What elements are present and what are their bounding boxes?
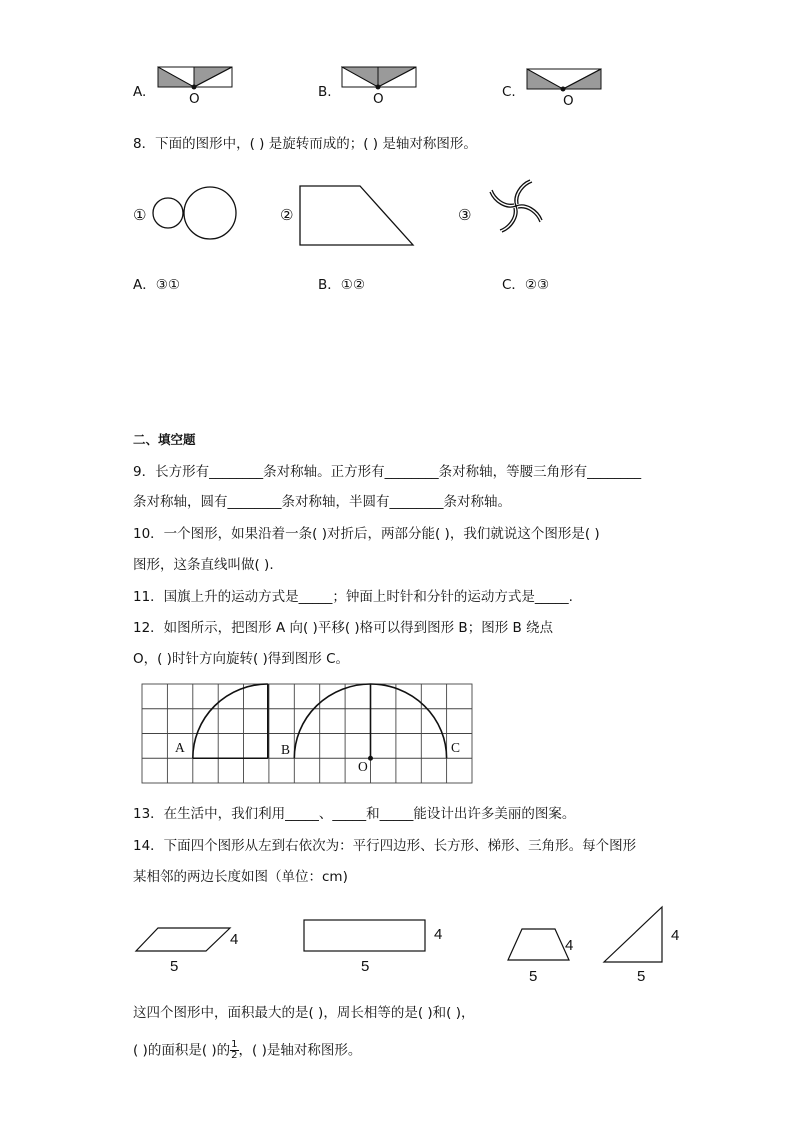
q12-label-b: B xyxy=(281,742,291,757)
q14-line-4-part-b: ，( )是轴对称图形。 xyxy=(238,1042,362,1059)
q12-line-2: O，( )时针方向旋转( )得到图形 C。 xyxy=(133,651,349,667)
q13-line-1: 13．在生活中，我们利用_____、_____和_____能设计出许多美丽的图案。 xyxy=(133,806,576,822)
q14-line-1: 14．下面四个图形从左到右依次为：平行四边形、长方形、梯形、三角形。每个图形 xyxy=(133,838,637,854)
q10-line-1: 10．一个图形，如果沿着一条( )对折后，两部分能( )，我们就说这个图形是( ) xyxy=(133,526,600,542)
q14-line-3: 这四个图形中，面积最大的是( )，周长相等的是( )和( )， xyxy=(133,1005,475,1021)
q14-rectangle xyxy=(302,918,428,954)
q7-a-point-o: O xyxy=(189,91,200,107)
fraction-one-half: $\frac{1}{2}$ xyxy=(231,1039,238,1061)
q14-parallelogram-side-5: 5 xyxy=(170,958,179,975)
q7-c-point-o: O xyxy=(563,93,574,109)
q8-option-a[interactable]: A．③① xyxy=(133,277,180,293)
q12-label-o: O xyxy=(358,759,368,774)
section-title-fill-in: 二、填空题 xyxy=(133,432,196,447)
q8-figure-pinwheel xyxy=(476,172,558,238)
q9-line-1: 9．长方形有________条对称轴。正方形有________条对称轴，等腰三角形有________ xyxy=(133,464,642,480)
q14-trapezoid xyxy=(506,927,572,963)
q14-trapezoid-side-4: 4 xyxy=(565,937,574,954)
q12-grid-figure xyxy=(141,682,475,786)
q8-question: 8．下面的图形中，( ) 是旋转而成的；( ) 是轴对称图形。 xyxy=(133,136,477,152)
q12-label-a: A xyxy=(175,740,185,755)
q8-figure-two-circles xyxy=(150,186,240,242)
q8-figure-3-label: ③ xyxy=(458,206,472,224)
q8-option-c[interactable]: C．②③ xyxy=(502,277,550,293)
q12-line-1: 12．如图所示，把图形 A 向( )平移( )格可以得到图形 B；图形 B 绕点 xyxy=(133,620,554,636)
q14-line-4-part-a: ( )的面积是( )的 xyxy=(133,1042,231,1059)
q14-triangle-side-4: 4 xyxy=(671,927,680,944)
q14-triangle-side-5: 5 xyxy=(637,968,646,985)
q14-line-2: 某相邻的两边长度如图（单位：cm) xyxy=(133,869,348,885)
q7-option-a-label[interactable]: A. xyxy=(133,84,147,100)
q14-trapezoid-side-5: 5 xyxy=(529,968,538,985)
q11-line-1: 11．国旗上升的运动方式是_____；钟面上时针和分针的运动方式是_____. xyxy=(133,589,573,605)
q14-rectangle-side-5: 5 xyxy=(361,958,370,975)
q14-line-4 xyxy=(133,1040,361,1061)
q8-figure-2-label: ② xyxy=(280,206,294,224)
q8-figure-1-label: ① xyxy=(133,206,147,224)
q7-b-point-o: O xyxy=(373,91,384,107)
q14-rectangle-side-4: 4 xyxy=(434,926,443,943)
q8-option-b[interactable]: B．①② xyxy=(318,277,365,293)
q14-parallelogram-side-4: 4 xyxy=(230,931,239,948)
q7-option-c-label[interactable]: C. xyxy=(502,84,516,100)
q10-line-2: 图形，这条直线叫做( ). xyxy=(133,557,274,573)
q8-figure-trapezoid xyxy=(296,184,416,248)
q12-label-c: C xyxy=(451,740,461,755)
q9-line-2: 条对称轴，圆有________条对称轴，半圆有________条对称轴。 xyxy=(133,494,511,510)
q14-triangle xyxy=(602,905,666,965)
q7-option-b-label[interactable]: B. xyxy=(318,84,332,100)
q14-parallelogram xyxy=(134,926,232,954)
